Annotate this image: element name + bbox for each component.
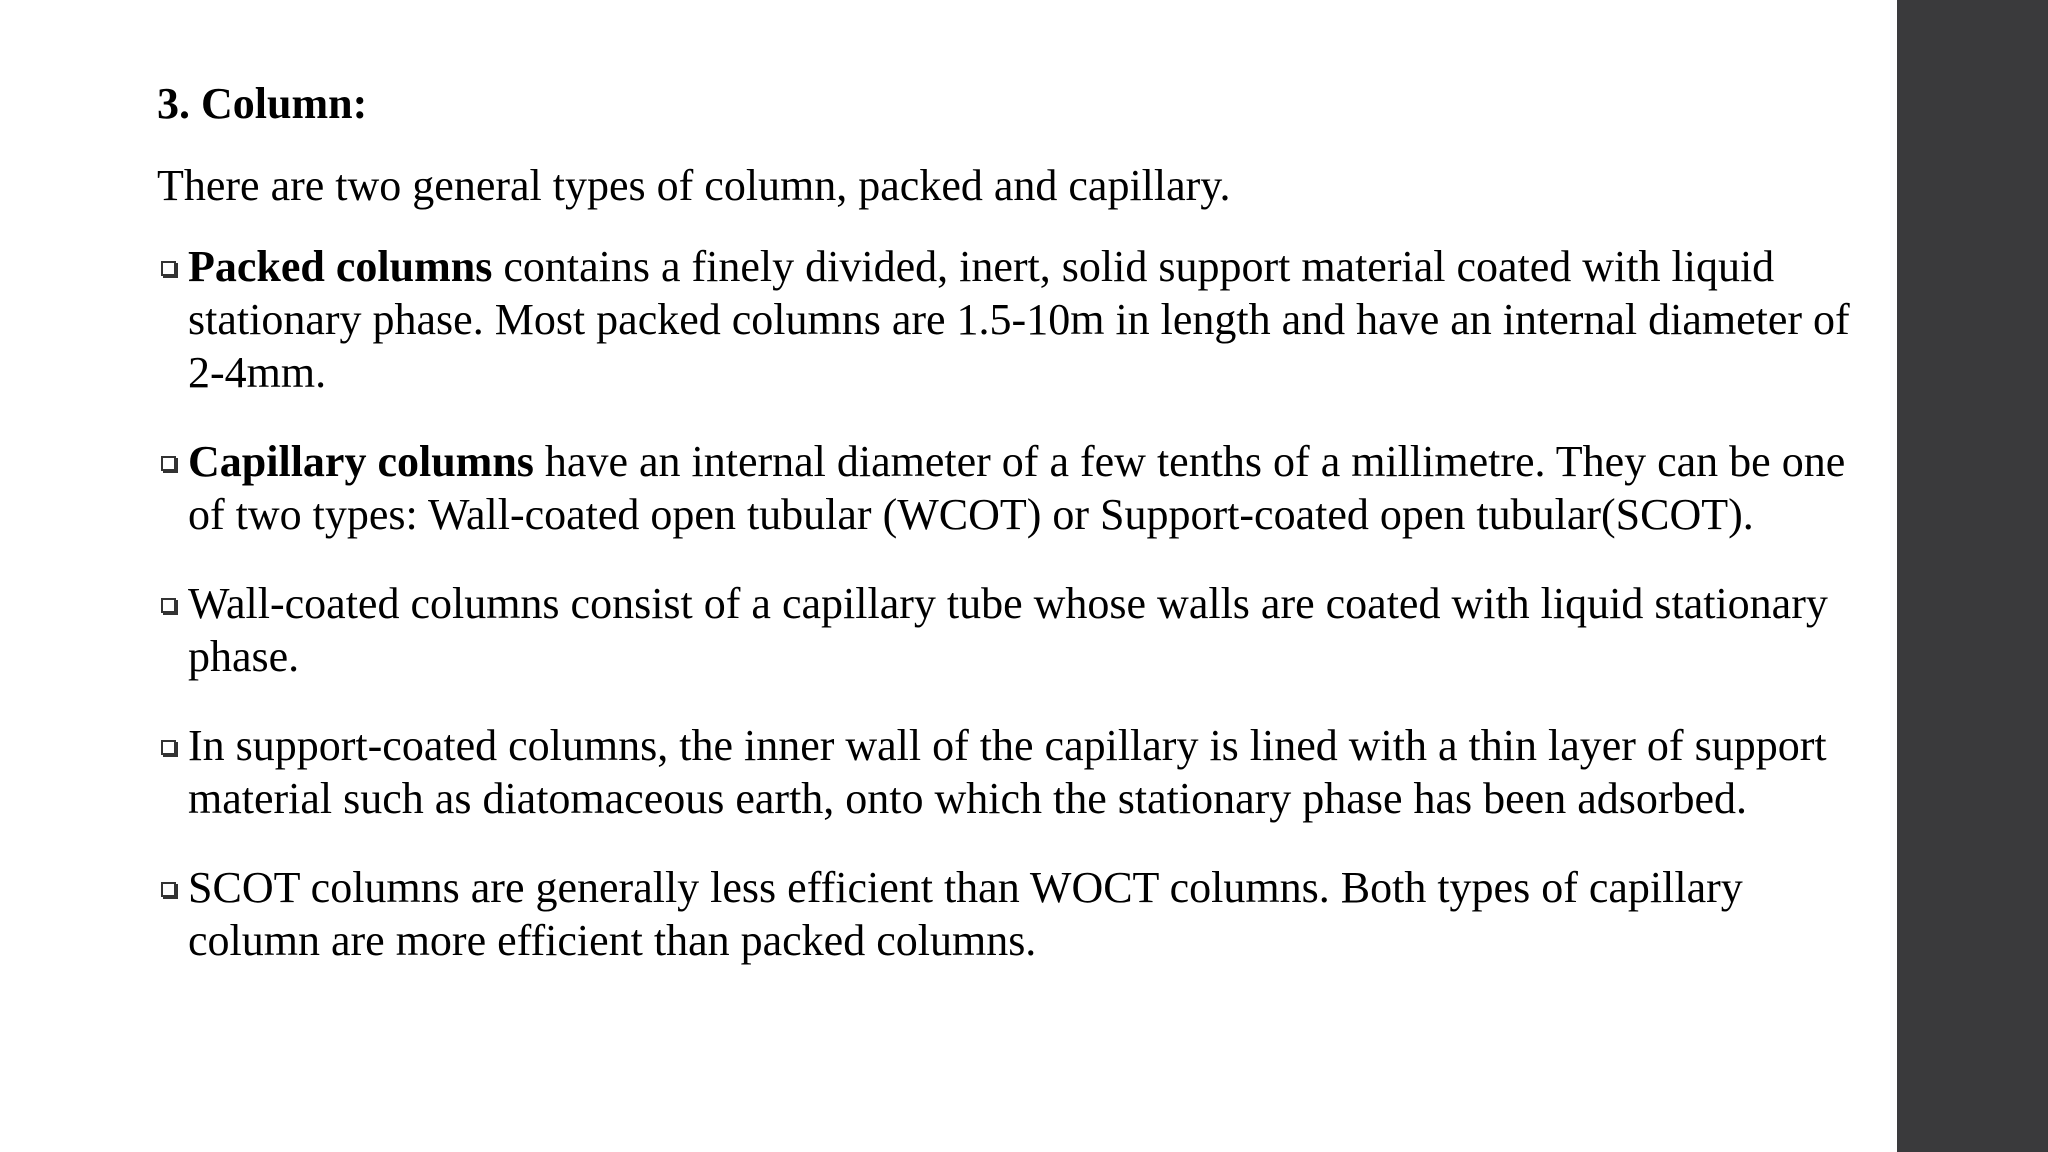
slide-heading: 3. Column: — [157, 79, 368, 128]
square-bullet-icon — [161, 261, 176, 276]
square-bullet-icon — [161, 740, 176, 755]
square-bullet-icon — [161, 882, 176, 897]
square-bullet-icon — [161, 598, 176, 613]
bullet-text: have an internal diameter of a few tenths of a millimetre. They can be one of two types: Wall-coated open tubular (WCOT) or Support-coated open tubular(SCOT). — [188, 437, 1846, 539]
square-bullet-icon — [161, 456, 176, 471]
intro-text: There are two general types of column, packed and capillary. — [157, 161, 1231, 210]
bullet-text: In support-coated columns, the inner wall of the capillary is lined with a thin layer of support material such as diatomaceous earth, onto which the stationary phase has been adsorbed. — [188, 721, 1827, 823]
bullet-item-scot-efficiency — [157, 861, 1877, 967]
bullet-text: contains a finely divided, inert, solid support material coated with liquid stationary phase. Most packed columns are 1.5-10m in length and have an internal diameter of 2-4mm. — [188, 242, 1850, 397]
bullet-item-wall-coated — [157, 577, 1877, 683]
bullet-text: Wall-coated columns consist of a capillary tube whose walls are coated with liquid stationary phase. — [188, 579, 1828, 681]
bullet-item-packed-columns — [157, 240, 1877, 399]
bullet-lead: Capillary columns — [188, 437, 534, 486]
bullet-item-support-coated — [157, 719, 1877, 825]
bullet-text: SCOT columns are generally less efficient than WOCT columns. Both types of capillary column are more efficient than packed columns. — [188, 863, 1743, 965]
bullet-item-capillary-columns — [157, 435, 1877, 541]
bullet-lead: Packed columns — [188, 242, 493, 291]
slide-content — [157, 78, 1877, 1003]
side-bar — [1897, 0, 2048, 1152]
bullet-list — [157, 240, 1877, 967]
